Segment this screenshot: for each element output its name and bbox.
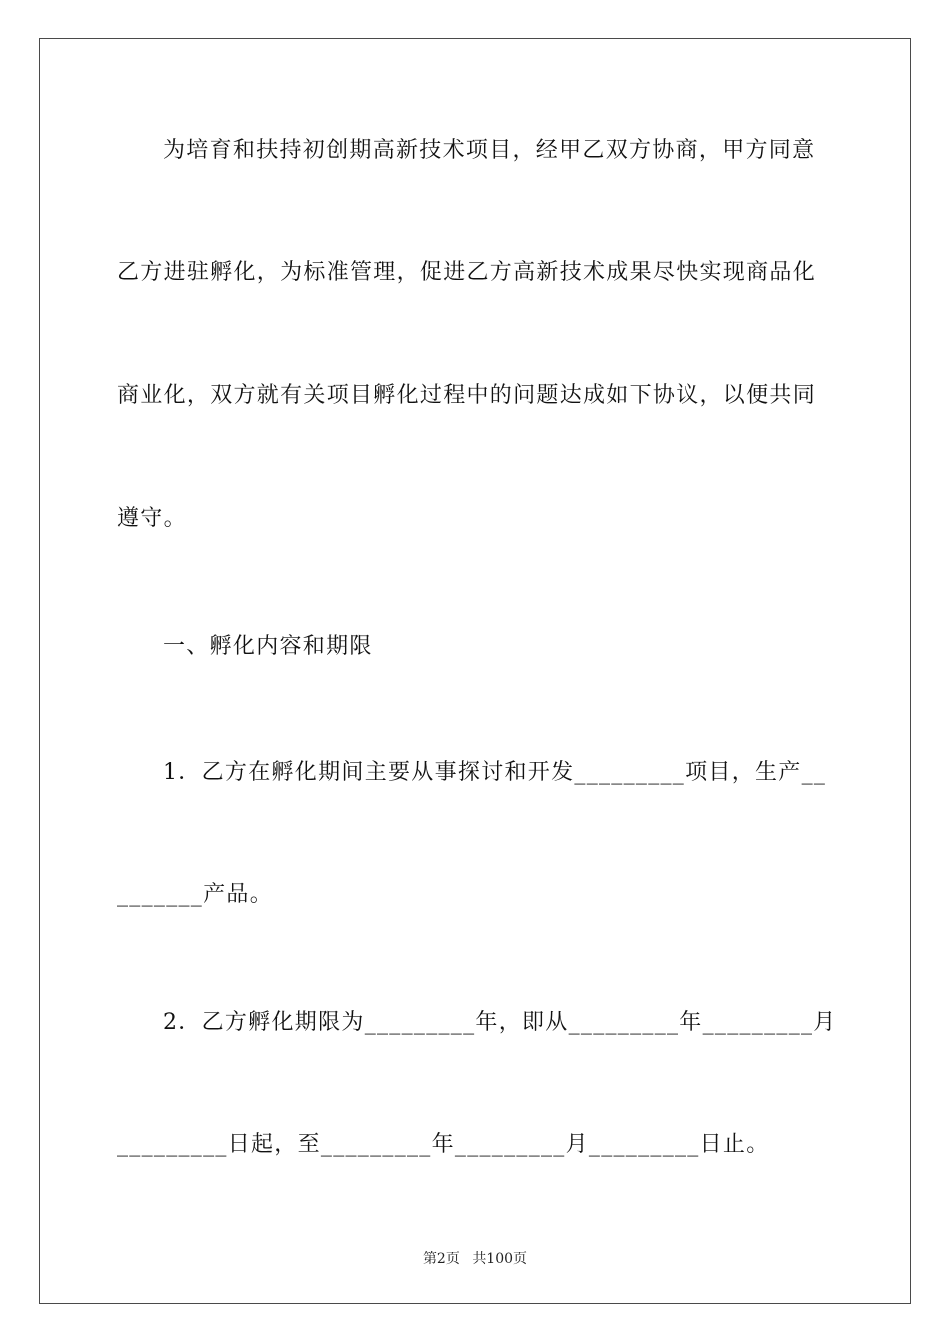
intro-line-4: 遵守。 [117,506,187,531]
item2-line-1: 2．乙方孵化期限为_________年，即从_________年_________月 [163,1010,837,1035]
item2-line-2: _________日起，至_________年_________月_________日止。 [117,1132,770,1157]
page-border [39,38,911,1304]
page-footer [0,1248,950,1268]
page-total: 共100页 [472,1251,528,1267]
section-heading: 一、孵化内容和期限 [163,634,373,659]
page-number: 第2页 [422,1251,460,1267]
intro-line-1: 为培育和扶持初创期高新技术项目，经甲乙双方协商，甲方同意 [163,138,816,163]
item1-line-1: 1．乙方在孵化期间主要从事探讨和开发_________项目，生产__ [163,760,827,785]
intro-line-3: 商业化，双方就有关项目孵化过程中的问题达成如下协议，以便共同 [117,383,817,408]
intro-line-2: 乙方进驻孵化，为标准管理，促进乙方高新技术成果尽快实现商品化 [117,260,817,285]
item1-line-2: _______产品。 [117,882,274,907]
